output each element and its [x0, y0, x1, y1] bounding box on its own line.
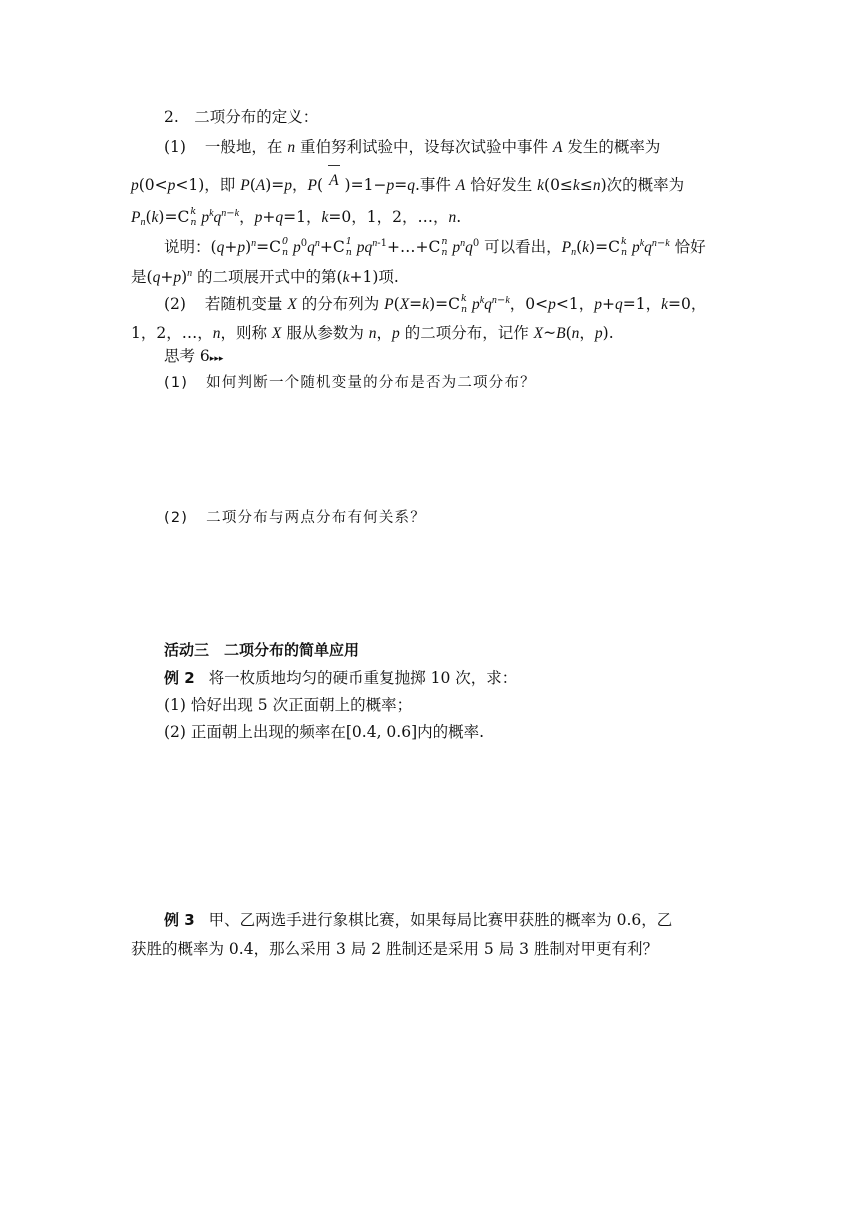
activity-title-text: 活动三 二项分布的简单应用: [164, 641, 360, 659]
definition-p1-line3: $P_n(k)=C$ k n $p^kq^{n-k}$，p+q=1，k=0，1，2，…，n.: [131, 206, 462, 228]
definition-p2-line1: (2) 若随机变量 X 的分布列为 P(X=k)=C k n $p^kq^{n-k}$，0<p<1，p+q=1，k=0，: [164, 293, 707, 315]
example-2-question-2: [164, 722, 484, 742]
activity-title: [164, 640, 359, 660]
example-3-text-line1: 甲、乙两选手进行象棋比赛，如果每局比赛甲获胜的概率为 0.6，乙: [208, 911, 673, 929]
definition-p2-line2: 1，2，…，n，则称 X 服从参数为 n，p 的二项分布，记作 X~B(n，p).: [131, 324, 614, 342]
definition-p1-line2: p(0<p<1)，即 P(A)=p，P( A )=1−p=q.事件 A 恰好发生 k(0≤k≤n)次的概率为: [131, 172, 685, 194]
example-3-line1: [164, 910, 672, 930]
example-3-text-line2: 获胜的概率为 0.4，那么采用 3 局 2 胜制还是采用 5 局 3 胜制对甲更有利？: [131, 940, 658, 958]
definition-p2-label: (2): [164, 295, 186, 313]
section-heading-text: 2. 二项分布的定义：: [164, 108, 319, 126]
example-2-question-1: [164, 695, 412, 715]
example-2-q1-text: (1) 恰好出现 5 次正面朝上的概率；: [164, 696, 413, 714]
complement-a: A: [323, 175, 344, 196]
definition-p1-line1: (1) 一般地，在 n 重伯努利试验中，设每次试验中事件 A 发生的概率为: [164, 138, 661, 156]
triple-arrow-icon: ▸▸▸: [209, 354, 224, 364]
example-3-label: 例 3: [164, 911, 195, 929]
example-2-q2-text: (2) 正面朝上出现的频率在[0.4, 0.6]内的概率.: [164, 723, 485, 741]
think-title-text: 思考 6: [164, 347, 210, 365]
think-question-2: [164, 508, 426, 528]
example-3-line2: [131, 939, 658, 959]
example-2-text: 将一枚质地均匀的硬币重复抛掷 10 次，求：: [208, 669, 518, 687]
think-title: [164, 346, 223, 369]
note-line2: 是$(q+p)^n$ 的二项展开式中的第(k+1)项.: [131, 268, 399, 286]
example-2: [164, 668, 517, 688]
section-heading: [164, 107, 318, 127]
think-q1-label: (1): [164, 375, 189, 391]
note-line1: 说明：$(q+p)^n=C$ 0 n $p^0q^n+C$ 1 n $pq^{n-1}+\dots+C$ n n $p^nq^0$ 可以看出，$P_n(k)=C$ k n $p^kq^{n-k}$ 恰好: [164, 236, 706, 258]
think-q2-label: (2): [164, 510, 189, 526]
example-2-label: 例 2: [164, 669, 195, 687]
think-question-1: [164, 373, 536, 393]
think-q2-text: 二项分布与两点分布有何关系？: [206, 510, 426, 526]
definition-p1-label: (1): [164, 138, 186, 156]
think-q1-text: 如何判断一个随机变量的分布是否为二项分布？: [206, 375, 536, 391]
